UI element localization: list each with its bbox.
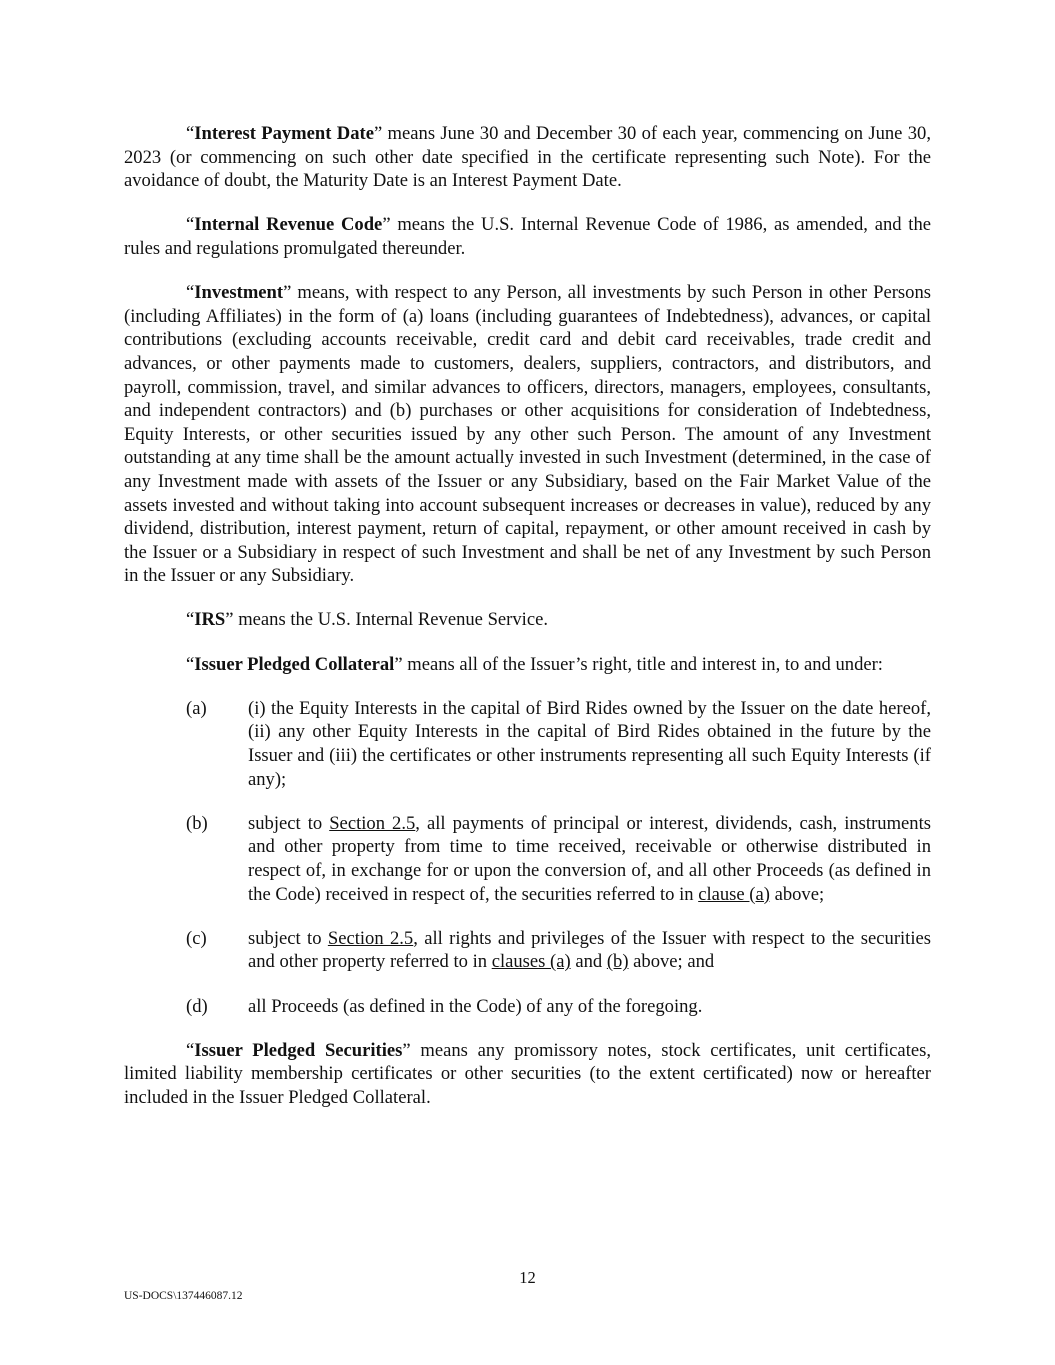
defined-term: Interest Payment Date <box>194 123 374 144</box>
section-reference: Section 2.5 <box>327 927 414 949</box>
clause-d <box>124 995 931 1019</box>
clause-text-mid: , all payments of principal or interest, dividends, cash, instruments and other property from time to time received, receivable or otherwise distributed in respect of, in exchange for or upon the conversion of, and all other Proceeds (as defined in the Code) received in respect of, the securities referred to in <box>248 812 931 905</box>
definition-text: means all of the Issuer’s right, title and interest in, to and under: <box>402 653 883 675</box>
clause-c <box>124 927 931 974</box>
definition-text: means June 30 and December 30 of each year, commencing on June 30, 2023 (or commencing on such other date specified in the certificate representing such Note). For the avoidance of doubt, the Maturity Date is an Interest Payment Date. <box>124 123 931 192</box>
clause-marker: (a) <box>186 697 207 719</box>
defined-term: Issuer Pledged Securities <box>194 1039 403 1061</box>
defined-term: IRS <box>194 609 226 631</box>
definition-text: means any promissory notes, stock certificates, unit certificates, limited liability membership certificates or other securities (to the extent certificated) now or hereafter included in the Issuer Pledged Collateral. <box>124 1039 931 1108</box>
definition-irs <box>124 608 931 632</box>
open-quote: “ <box>186 609 195 631</box>
clause-text-post: above; <box>769 883 825 905</box>
clause-reference: (b) <box>606 951 629 973</box>
open-quote: “ <box>186 282 195 304</box>
definition-interest-payment-date <box>124 122 931 193</box>
defined-term: Investment <box>194 282 284 304</box>
definition-text: means, with respect to any Person, all investments by such Person in other Persons (including Affiliates) in the form of (a) loans (including guarantees of Indebtedness), advances, or capital contributions (excluding accounts receivable, credit card and debit card receivables, trade credit and advances, or other payments made to customers, dealers, suppliers, contractors, and distributors, and payroll, commission, travel, and similar advances to officers, directors, managers, employees, consultants, and independent contractors) and (b) purchases or other acquisitions for consideration of Indebtedness, Equity Interests, or other securities issued by any other such Person. The amount of any Investment outstanding at any time shall be the amount actually invested in such Investment (determined, in the case of any Investment made with assets of the Issuer or any Subsidiary, based on the Fair Market Value of the assets invested and without taking into account subsequent increases or decreases in value), reduced by any dividend, distribution, interest payment, return of capital, repayment, or other amount received in cash by the Issuer or a Subsidiary in respect of such Investment and shall be net of any Investment by such Person in the Issuer or any Subsidiary. <box>124 282 931 587</box>
close-quote: ” <box>394 653 403 675</box>
definition-text: means the U.S. Internal Revenue Service. <box>233 609 548 631</box>
clause-marker: (d) <box>186 995 208 1017</box>
open-quote: “ <box>186 1039 195 1061</box>
open-quote: “ <box>186 214 195 236</box>
clause-marker: (b) <box>186 812 208 834</box>
clause-marker: (c) <box>186 927 207 949</box>
definition-internal-revenue-code <box>124 213 931 260</box>
clause-text: (i) the Equity Interests in the capital of Bird Rides owned by the Issuer on the date hereof, (ii) any other Equity Interests in the capital of Bird Rides obtained in the future by the Issuer and (iii) the certificates or other instruments representing all such Equity Interests (if any); <box>248 697 931 790</box>
definition-issuer-pledged-collateral <box>124 653 931 677</box>
document-body <box>124 122 931 1130</box>
document-id: US-DOCS\137446087.12 <box>124 1290 243 1302</box>
page-number: 12 <box>519 1268 536 1287</box>
definition-text: means the U.S. Internal Revenue Code of 1986, as amended, and the rules and regulations promulgated thereunder. <box>124 214 931 259</box>
section-reference: Section 2.5 <box>329 812 416 834</box>
clause-text-mid: , all rights and privileges of the Issuer with respect to the securities and other property referred to in <box>248 927 931 973</box>
clause-reference: clause (a) <box>698 883 770 905</box>
definition-investment <box>124 281 931 588</box>
clause-a <box>124 697 931 791</box>
defined-term: Internal Revenue Code <box>194 214 383 236</box>
close-quote: ” <box>382 214 391 236</box>
definition-issuer-pledged-securities <box>124 1039 931 1110</box>
clause-reference: clauses (a) <box>491 951 571 973</box>
clause-text-pre: subject to <box>248 812 330 834</box>
defined-term: Issuer Pledged Collateral <box>194 653 395 675</box>
open-quote: “ <box>186 653 195 675</box>
clause-text-post: above; and <box>628 951 715 973</box>
clause-b <box>124 812 931 906</box>
close-quote: ” <box>402 1039 411 1061</box>
close-quote: ” <box>225 609 234 631</box>
clause-text-pre: subject to <box>248 927 328 949</box>
open-quote: “ <box>186 123 195 144</box>
clause-text: all Proceeds (as defined in the Code) of any of the foregoing. <box>248 995 703 1017</box>
clause-text-and: and <box>570 951 607 973</box>
close-quote: ” <box>373 123 383 144</box>
close-quote: ” <box>283 282 292 304</box>
